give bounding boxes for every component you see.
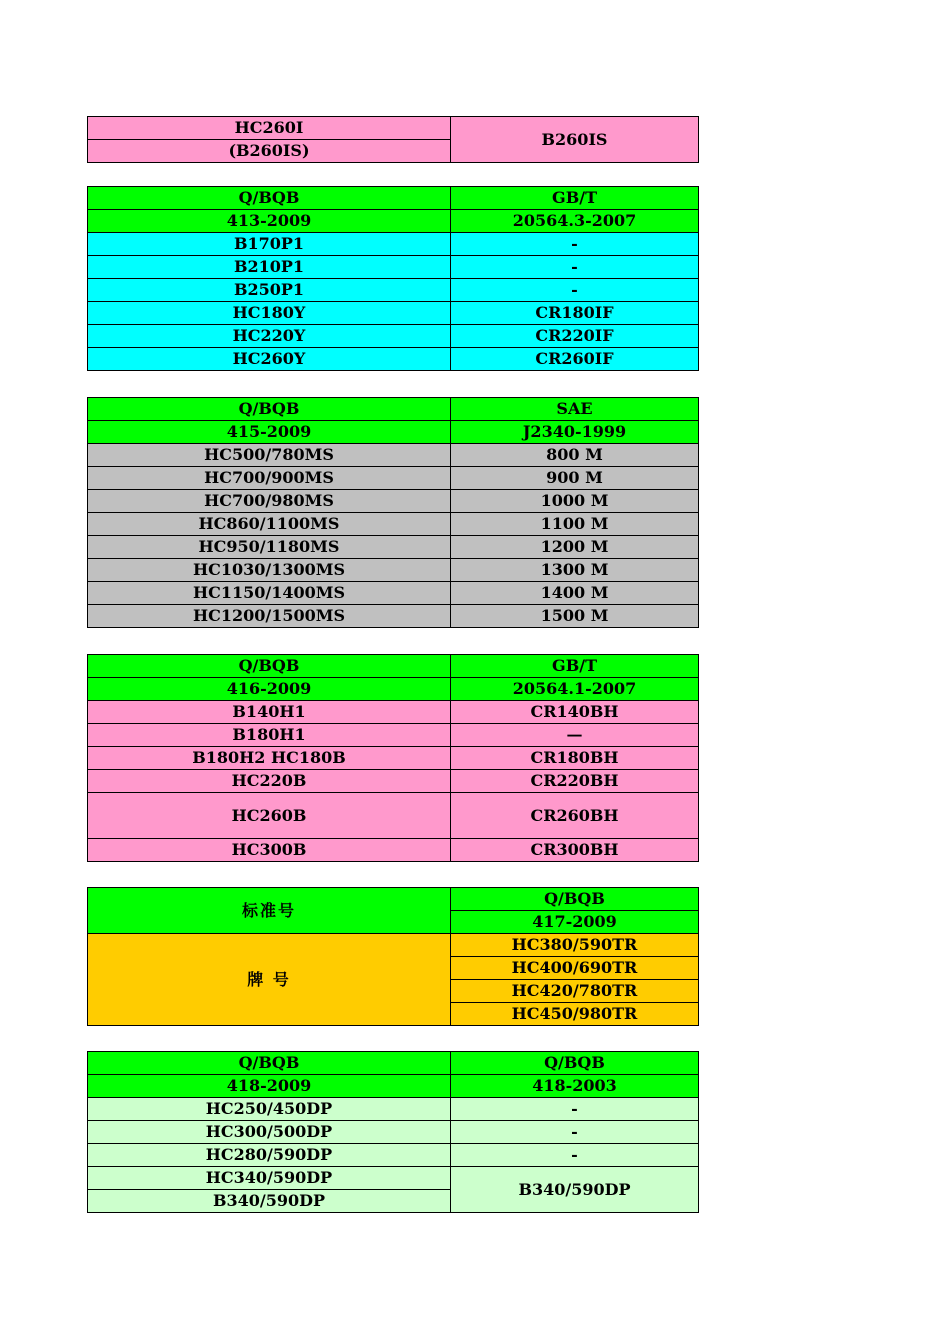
equivalent-cell: 900 M — [451, 467, 699, 490]
grade-cell: B180H2 HC180B — [88, 747, 451, 770]
equivalent-cell: 800 M — [451, 444, 699, 467]
cell-b260is: B260IS — [451, 117, 699, 163]
header-cell: 415-2009 — [88, 421, 451, 444]
table-417-2009 — [87, 887, 699, 1026]
grade-cell: HC700/980MS — [88, 490, 451, 513]
table-416-2009 — [87, 654, 699, 862]
table-row — [88, 1121, 699, 1144]
equivalent-cell: 1000 M — [451, 490, 699, 513]
table-row — [88, 1167, 699, 1190]
header-cell: 20564.1-2007 — [451, 678, 699, 701]
grade-cell: HC450/980TR — [451, 1003, 699, 1026]
standard-number-label: 标准号 — [88, 888, 451, 934]
equivalent-cell: 1300 M — [451, 559, 699, 582]
header-cell: 417-2009 — [451, 911, 699, 934]
table-row — [88, 302, 699, 325]
cell-b260is-paren: (B260IS) — [88, 140, 451, 163]
header-cell: 418-2003 — [451, 1075, 699, 1098]
table-row — [88, 1144, 699, 1167]
header-cell: Q/BQB — [451, 1052, 699, 1075]
table-row — [88, 279, 699, 302]
equivalent-cell: CR180IF — [451, 302, 699, 325]
grade-cell: HC300B — [88, 839, 451, 862]
table-413-2009 — [87, 186, 699, 371]
table-row — [88, 536, 699, 559]
grade-cell: HC260B — [88, 793, 451, 839]
header-cell: Q/BQB — [88, 655, 451, 678]
header-cell: GB/T — [451, 187, 699, 210]
header-cell: Q/BQB — [88, 187, 451, 210]
grade-cell: HC260Y — [88, 348, 451, 371]
equivalent-cell: 1200 M — [451, 536, 699, 559]
table-row — [88, 724, 699, 747]
equivalent-cell: CR260BH — [451, 793, 699, 839]
grade-cell: HC340/590DP — [88, 1167, 451, 1190]
equivalent-cell: - — [451, 233, 699, 256]
table-415-2009 — [87, 397, 699, 628]
equivalent-cell: - — [451, 1098, 699, 1121]
grade-cell: HC300/500DP — [88, 1121, 451, 1144]
grade-cell: HC860/1100MS — [88, 513, 451, 536]
grade-cell: B180H1 — [88, 724, 451, 747]
table-row — [88, 467, 699, 490]
grade-cell: HC950/1180MS — [88, 536, 451, 559]
grade-cell: B140H1 — [88, 701, 451, 724]
grade-cell: HC220Y — [88, 325, 451, 348]
table-row — [88, 490, 699, 513]
header-cell: 416-2009 — [88, 678, 451, 701]
header-cell: J2340-1999 — [451, 421, 699, 444]
equivalent-cell: B340/590DP — [451, 1167, 699, 1213]
equivalent-cell: - — [451, 256, 699, 279]
equivalent-cell: CR220BH — [451, 770, 699, 793]
grade-cell: B340/590DP — [88, 1190, 451, 1213]
table-row — [88, 934, 699, 957]
table-row — [88, 256, 699, 279]
table-row — [88, 1098, 699, 1121]
grade-cell: HC420/780TR — [451, 980, 699, 1003]
equivalent-cell: CR180BH — [451, 747, 699, 770]
grade-cell: HC250/450DP — [88, 1098, 451, 1121]
header-cell: Q/BQB — [451, 888, 699, 911]
table-hc260i — [87, 116, 699, 163]
cell-hc260i: HC260I — [88, 117, 451, 140]
grade-cell: B170P1 — [88, 233, 451, 256]
grade-cell: HC220B — [88, 770, 451, 793]
header-cell: 413-2009 — [88, 210, 451, 233]
table-row — [88, 559, 699, 582]
table-row — [88, 770, 699, 793]
grade-cell: HC1030/1300MS — [88, 559, 451, 582]
grade-cell: B250P1 — [88, 279, 451, 302]
grade-cell: HC700/900MS — [88, 467, 451, 490]
table-row — [88, 513, 699, 536]
header-cell: Q/BQB — [88, 1052, 451, 1075]
equivalent-cell: - — [451, 1121, 699, 1144]
grade-cell: HC280/590DP — [88, 1144, 451, 1167]
equivalent-cell: 1400 M — [451, 582, 699, 605]
table-row — [88, 233, 699, 256]
grade-cell: HC400/690TR — [451, 957, 699, 980]
equivalent-cell: CR140BH — [451, 701, 699, 724]
table-row — [88, 701, 699, 724]
header-cell: 20564.3-2007 — [451, 210, 699, 233]
grade-cell: HC1150/1400MS — [88, 582, 451, 605]
table-row — [88, 444, 699, 467]
equivalent-cell: CR260IF — [451, 348, 699, 371]
header-cell: SAE — [451, 398, 699, 421]
equivalent-cell: CR220IF — [451, 325, 699, 348]
equivalent-cell: CR300BH — [451, 839, 699, 862]
table-418-2009 — [87, 1051, 699, 1213]
table-row — [88, 325, 699, 348]
grade-cell: HC1200/1500MS — [88, 605, 451, 628]
equivalent-cell: 1100 M — [451, 513, 699, 536]
grade-label: 牌 号 — [88, 934, 451, 1026]
table-row — [88, 605, 699, 628]
table-row — [88, 348, 699, 371]
table-row — [88, 793, 699, 839]
grade-cell: HC380/590TR — [451, 934, 699, 957]
grade-cell: HC500/780MS — [88, 444, 451, 467]
equivalent-cell: — — [451, 724, 699, 747]
equivalent-cell: - — [451, 279, 699, 302]
table-row — [88, 839, 699, 862]
equivalent-cell: 1500 M — [451, 605, 699, 628]
header-cell: 418-2009 — [88, 1075, 451, 1098]
grade-cell: B210P1 — [88, 256, 451, 279]
header-cell: Q/BQB — [88, 398, 451, 421]
table-row — [88, 747, 699, 770]
header-cell: GB/T — [451, 655, 699, 678]
equivalent-cell: - — [451, 1144, 699, 1167]
table-row — [88, 582, 699, 605]
grade-cell: HC180Y — [88, 302, 451, 325]
